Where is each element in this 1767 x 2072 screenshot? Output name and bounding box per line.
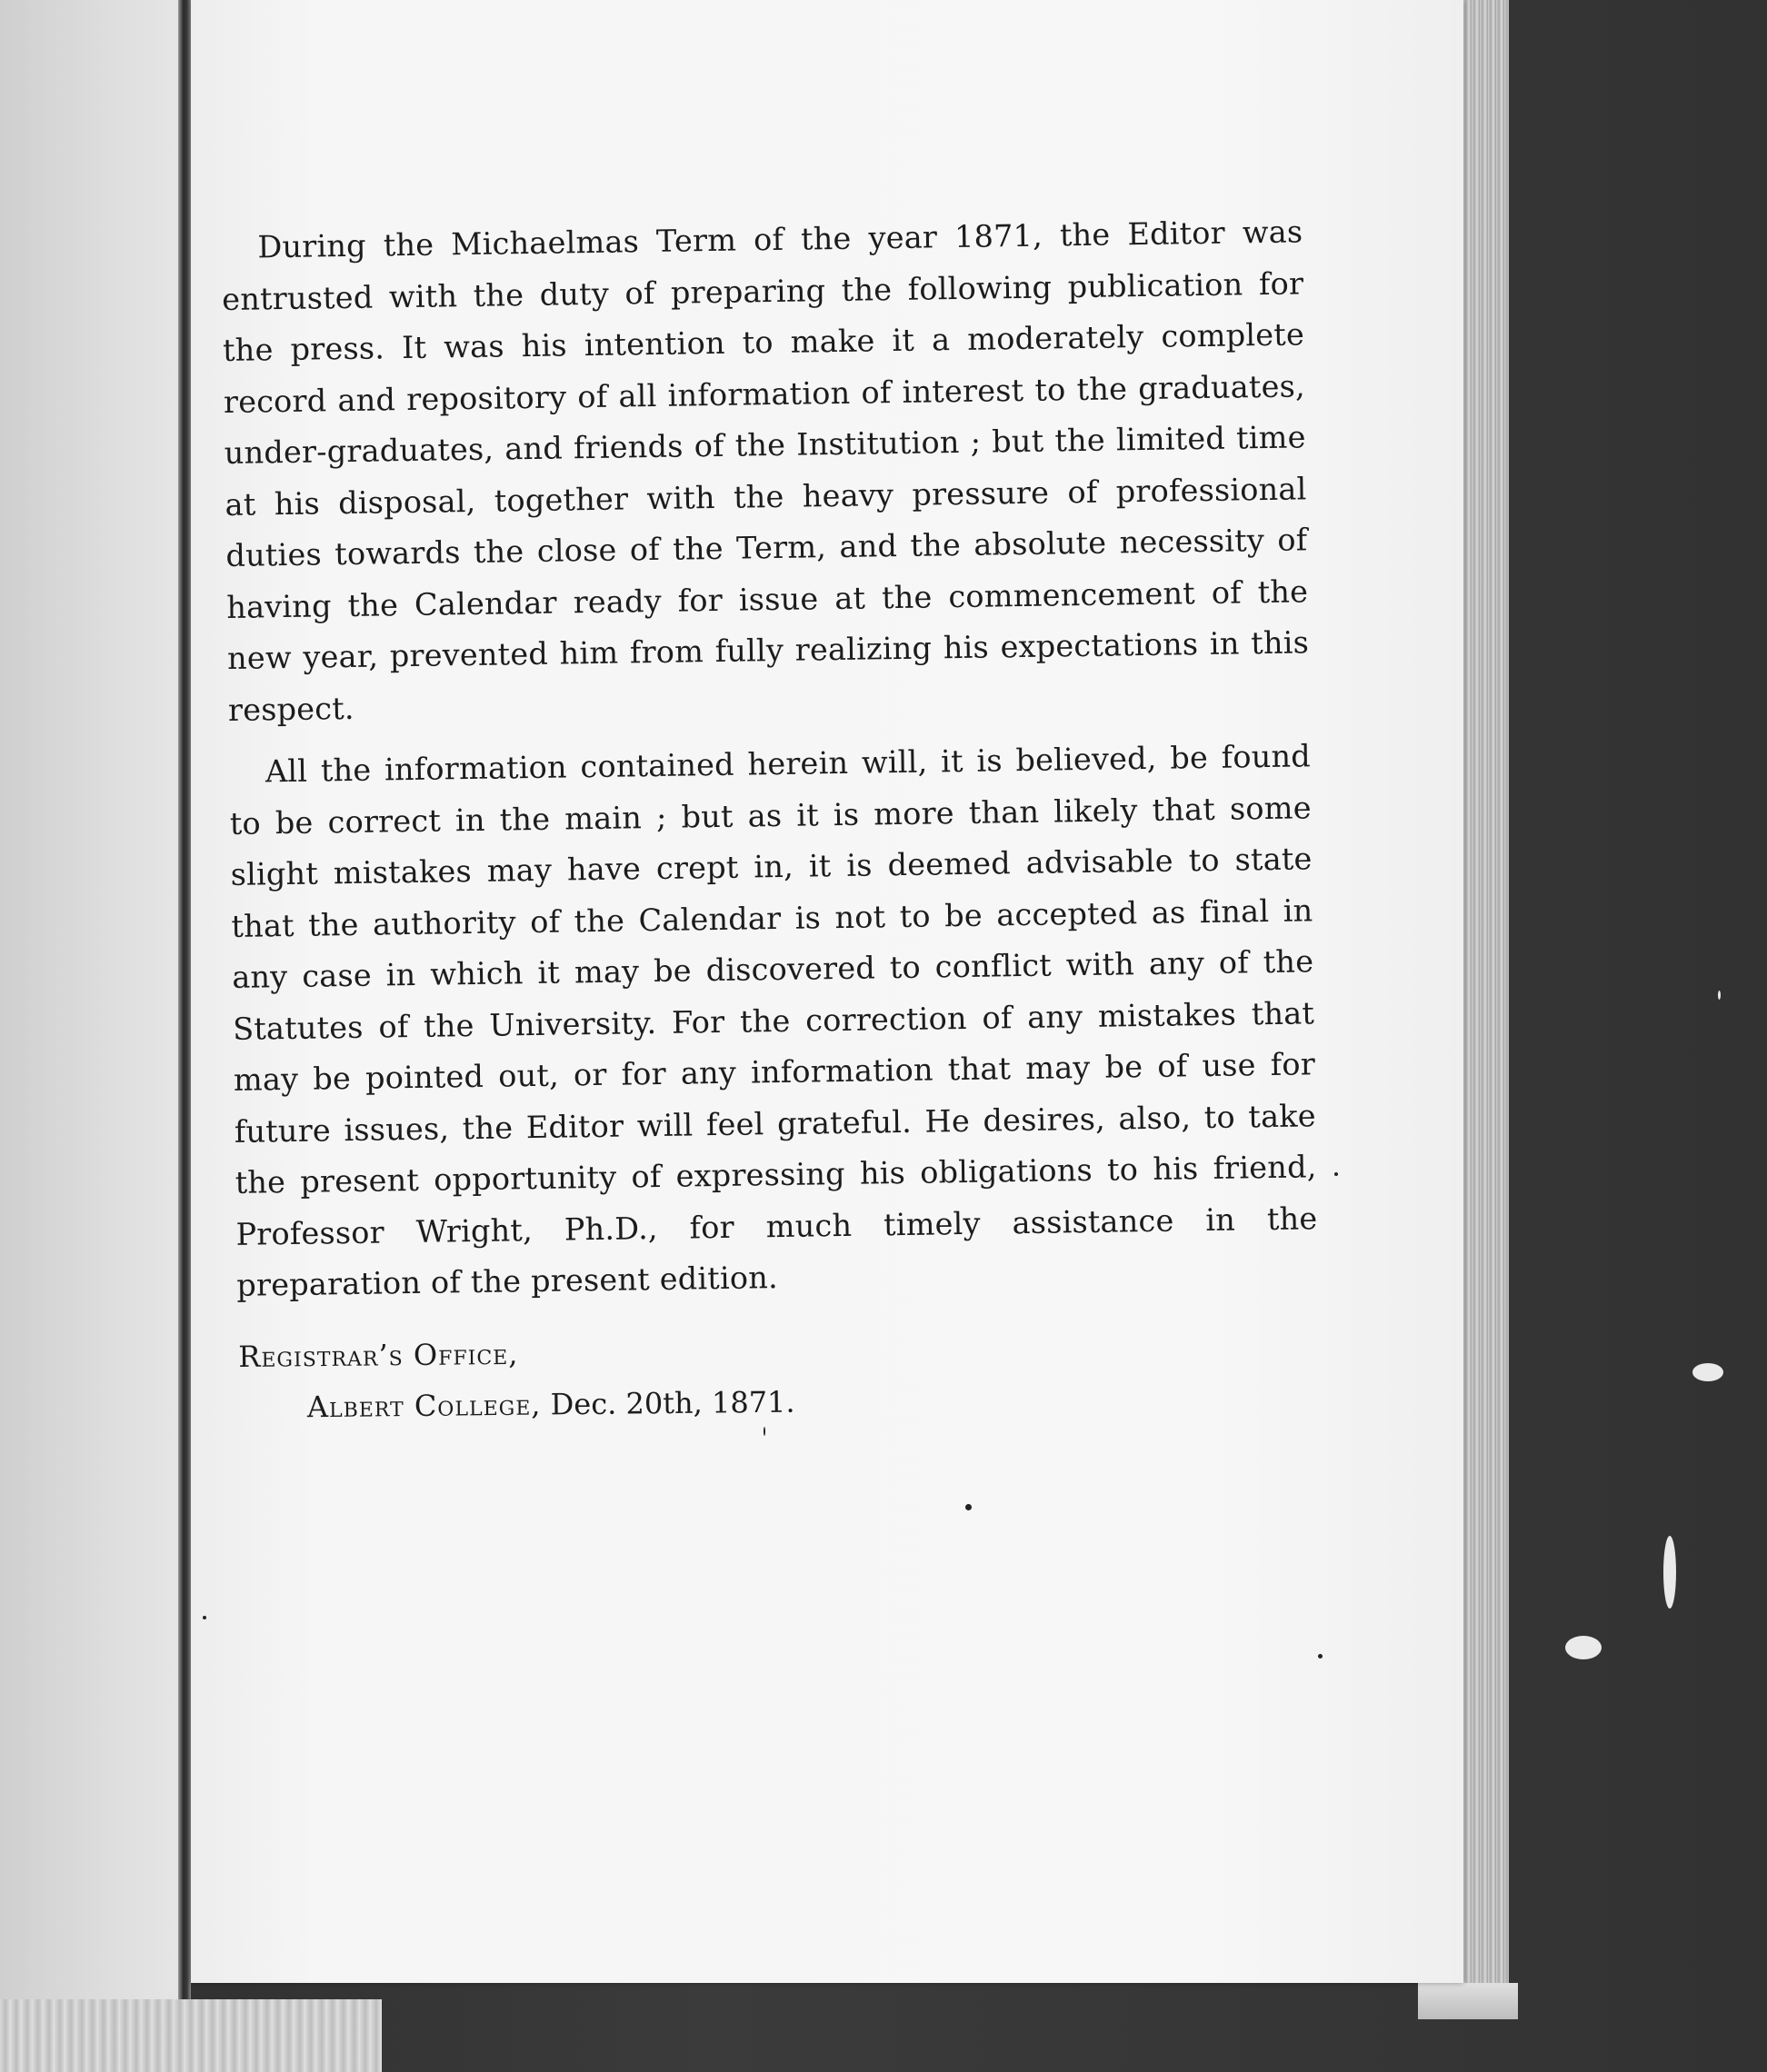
scan-speck (1334, 1172, 1338, 1176)
preface-paragraph-1: During the Michaelmas Term of the year 1871, the Editor was entrusted with the duty of preparing the following publication for the press. It was his intention to make it a moderately complete record and repository of all information of interest to the graduates, under-graduates, and friends of the Institution ; but the limited time at his disposal, together with the heavy pressure of professional duties towards the close of the Term, and the absolute necessity of having the Calendar ready for issue at the commencement of the new year, prevented him from fully realizing his expectations in this respect. (221, 214, 1310, 728)
preface-text (221, 206, 1319, 1311)
facing-page-edges (0, 1999, 382, 2072)
scan-speck (764, 1427, 765, 1436)
scan-speck (965, 1504, 972, 1510)
signature-place-date (239, 1377, 795, 1433)
signature-date: Dec. 20th, 1871. (550, 1384, 795, 1422)
scan-speck (203, 1616, 206, 1619)
scan-speck (1718, 991, 1721, 1000)
scan-speck (1565, 1636, 1602, 1659)
facing-page (0, 0, 186, 1999)
book-gutter (178, 0, 191, 1999)
preface-paragraph-2: All the information contained herein will, it is believed, be found to be correct in the main ; but as it is more than likely that some slight mistakes may have crept in, it is deemed advisable to state that the authority of the Calendar is not to be accepted as final in any case in which it may be discovered to conflict with any of the Statutes of the University. For the correction of any mistakes that may be pointed out, or for any information that may be of use for future issues, the Editor will feel grateful. He desires, also, to take the present opportunity of expressing his obligations to his friend, Professor Wright, Ph.D., for much timely assistance in the preparation of the present edition. (229, 738, 1318, 1303)
page-edge-stack (1463, 0, 1509, 1999)
scan-speck (1692, 1363, 1723, 1381)
scan-speck (1663, 1536, 1676, 1609)
signature-block (238, 1326, 795, 1433)
signature-office: Registrar’s Office, (238, 1336, 519, 1374)
scan-speck (1318, 1654, 1323, 1659)
signature-college: Albert College, (306, 1387, 542, 1425)
page-corner (1418, 1983, 1518, 2019)
